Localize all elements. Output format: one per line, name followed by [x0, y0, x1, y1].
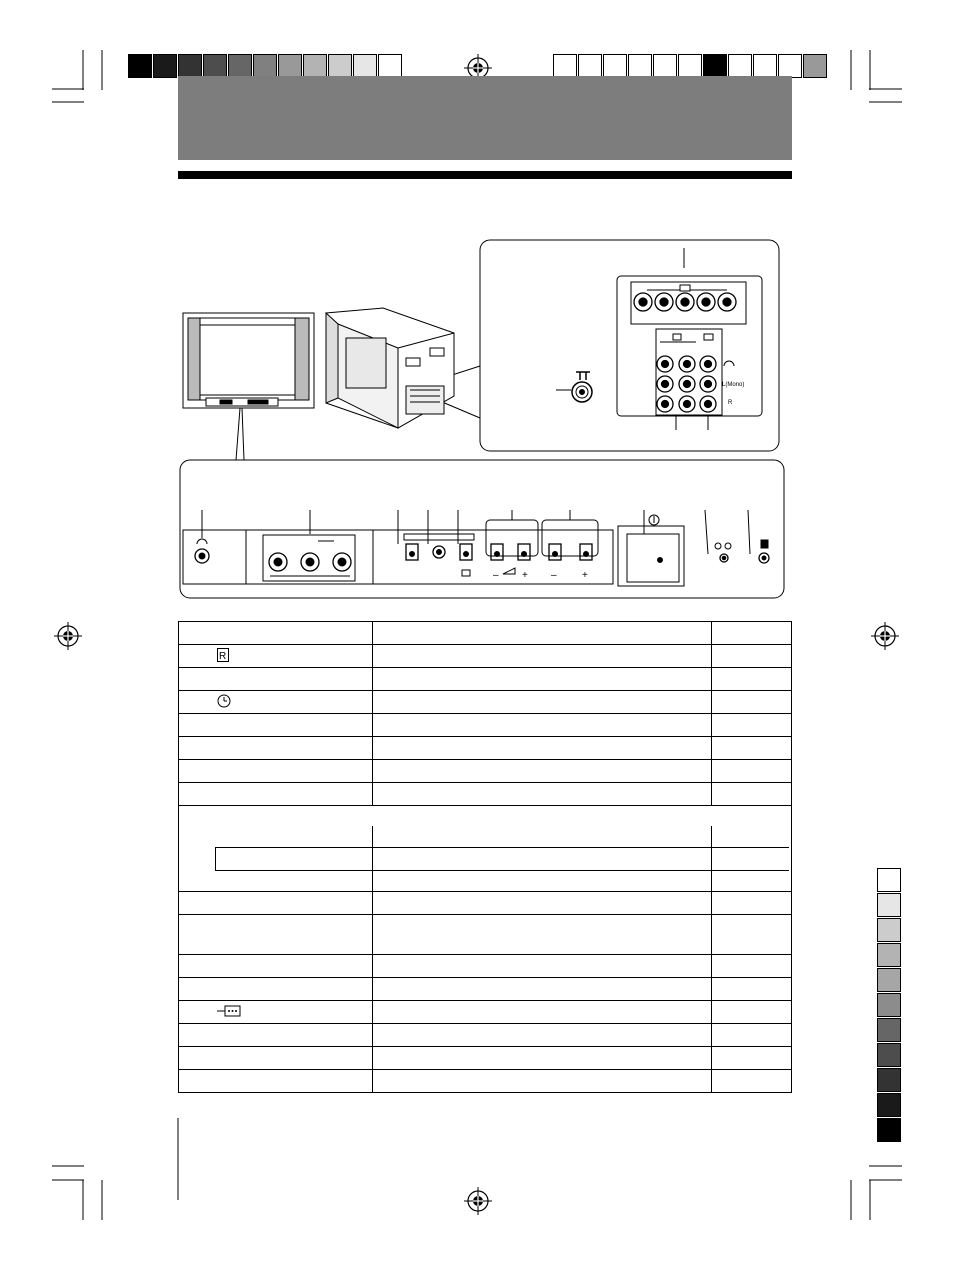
crop-mark-bottom-left	[52, 1166, 102, 1220]
front-control-panel	[183, 510, 769, 586]
calibration-swatch	[253, 54, 277, 78]
calibration-swatch	[303, 54, 327, 78]
calibration-swatch	[877, 1043, 901, 1067]
chapter-header-band	[178, 76, 792, 160]
table-row	[179, 737, 792, 760]
table-row	[179, 760, 792, 783]
crosshair-target-icon	[464, 1187, 492, 1215]
calibration-swatch	[378, 54, 402, 78]
calibration-swatch	[578, 54, 602, 78]
table-row	[179, 668, 792, 691]
table-row	[179, 1047, 792, 1070]
table-row	[179, 645, 792, 668]
mono-jack-label: L(Mono)	[722, 382, 745, 388]
component-video-input-icon	[217, 1005, 241, 1020]
program-plus-sign: +	[582, 570, 588, 581]
calibration-swatch	[877, 968, 901, 992]
crop-mark-top-left	[52, 50, 102, 102]
standby-timer-icon	[715, 543, 731, 549]
table-row	[179, 1070, 792, 1093]
rear-connector-panel	[617, 248, 762, 430]
calibration-swatch	[803, 54, 827, 78]
table-row-group	[179, 806, 792, 892]
calibration-swatch	[153, 54, 177, 78]
table-row	[179, 955, 792, 978]
calibration-swatch	[128, 54, 152, 78]
calibration-swatch	[877, 893, 901, 917]
parts-index-table	[178, 621, 792, 1093]
right-jack-label: R	[728, 400, 733, 406]
power-icon	[649, 515, 659, 525]
tv-rear-illustration	[326, 308, 454, 428]
crosshair-target-icon	[54, 622, 82, 650]
crop-mark-bottom-right	[851, 1166, 902, 1220]
calibration-swatch	[877, 1118, 901, 1142]
antenna-connector	[556, 372, 592, 402]
table-row	[179, 892, 792, 915]
rear-panel-callout	[480, 240, 779, 451]
timer-indicator-icon	[217, 694, 231, 711]
table-row	[179, 915, 792, 955]
svg-text:R: R	[219, 650, 227, 662]
calibration-swatch	[603, 54, 627, 78]
tv-front-illustration	[183, 313, 314, 408]
calibration-swatch	[703, 54, 727, 78]
calibration-swatch	[877, 1093, 901, 1117]
calibration-swatch	[877, 993, 901, 1017]
table-row	[179, 1001, 792, 1024]
calibration-swatch	[753, 54, 777, 78]
calibration-swatch	[778, 54, 802, 78]
antenna-icon	[576, 372, 590, 380]
table-row	[179, 691, 792, 714]
calibration-swatch	[178, 54, 202, 78]
calibration-swatch	[877, 918, 901, 942]
volume-plus-sign: +	[522, 570, 528, 581]
calibration-swatch	[877, 1018, 901, 1042]
calibration-swatch	[228, 54, 252, 78]
calibration-swatch	[653, 54, 677, 78]
calibration-swatch	[278, 54, 302, 78]
calibration-swatch	[203, 54, 227, 78]
tv-parts-figure	[178, 238, 788, 602]
program-minus-sign: –	[551, 570, 557, 581]
component-video-icon	[680, 285, 690, 291]
calibration-swatch	[553, 54, 577, 78]
table-row	[179, 1024, 792, 1047]
table-row	[179, 978, 792, 1001]
calibration-swatch	[728, 54, 752, 78]
calibration-swatch	[328, 54, 352, 78]
calibration-swatch	[877, 868, 901, 892]
calibration-swatch	[353, 54, 377, 78]
calibration-swatch	[877, 1068, 901, 1092]
headphones-icon	[724, 361, 734, 366]
table-row	[179, 783, 792, 806]
calibration-swatch	[877, 943, 901, 967]
table-row	[179, 714, 792, 737]
calibration-swatch	[628, 54, 652, 78]
calibration-swatch	[678, 54, 702, 78]
table-row	[179, 622, 792, 645]
volume-minus-sign: –	[493, 570, 499, 581]
crop-mark-top-right	[851, 50, 902, 102]
remote-sensor-icon	[217, 648, 229, 665]
crosshair-target-icon	[871, 622, 899, 650]
remote-sensor-icon	[761, 540, 768, 548]
section-title-rule	[178, 171, 792, 179]
